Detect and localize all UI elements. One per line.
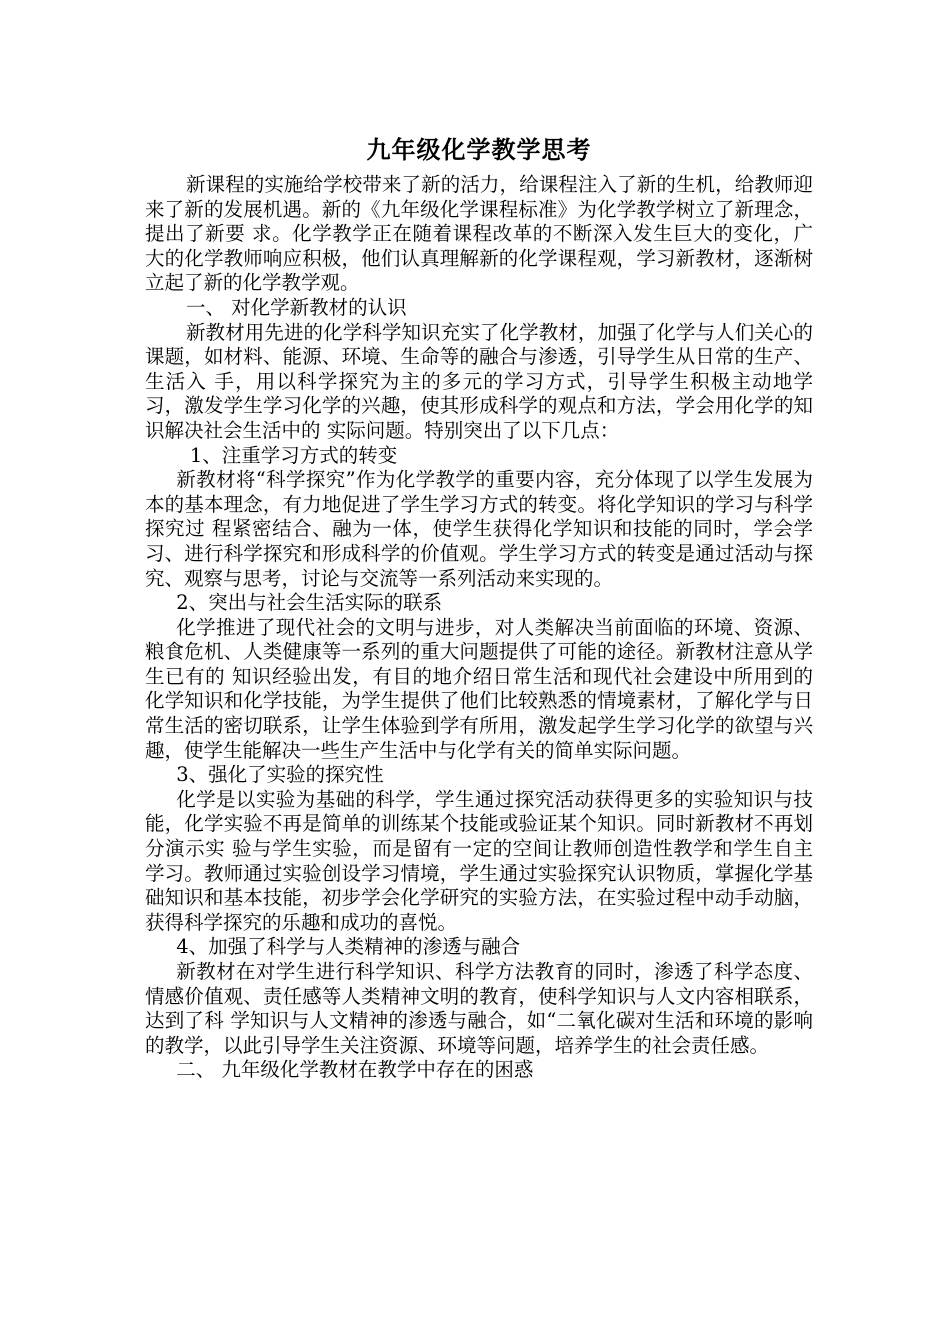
point-3-paragraph: 化学是以实验为基础的科学，学生通过探究活动获得更多的实验知识与技能，化学实验不再是简单的训练某个技能或验证某个知识。同时新教材不再划分演示实 验与学生实验，而是留有一定的空间让教师创造性教学和学生自主学习。教师通过实验创设学习情境，学生通过实验探究认识物质，掌握化学基础知识和基本技能，初步学会化学研究的实验方法，在实验过程中动手动脑，获得科学探究的乐趣和成功的喜悦。	[145, 787, 813, 934]
section-1-heading: 一、 对化学新教材的认识	[185, 295, 407, 319]
document-title: 九年级化学教学思考	[366, 135, 592, 164]
point-3-heading: 3、强化了实验的探究性	[176, 763, 384, 787]
point-4-heading: 4、加强了科学与人类精神的渗透与融合	[176, 935, 521, 959]
document-page	[145, 133, 813, 1083]
point-1-paragraph: 新教材将“科学探究”作为化学教学的重要内容，充分体现了以学生发展为本的基本理念，有力地促进了学生学习方式的转变。将化学知识的学习与科学探究过 程紧密结合、融为一体，使学生获得化学知识和技能的同时，学会学习、进行科学探究和形成科学的价值观。学生学习方式的转变是通过活动与探究、观察与思考，讨论与交流等一系列活动来实现的。	[145, 468, 813, 590]
point-2-paragraph: 化学推进了现代社会的文明与进步，对人类解决当前面临的环境、资源、粮食危机、人类健康等一系列的重大问题提供了可能的途径。新教材注意从学生已有的 知识经验出发，有目的地介绍日常生活和现代社会建设中所用到的化学知识和化学技能，为学生提供了他们比较熟悉的情境素材，了解化学与日常生活的密切联系，让学生体验到学有所用，激发起学生学习化学的欲望与兴趣，使学生能解决一些生产生活中与化学有关的简单实际问题。	[145, 615, 813, 762]
point-2-heading: 2、突出与社会生活实际的联系	[176, 591, 443, 615]
point-4-paragraph: 新教材在对学生进行科学知识、科学方法教育的同时，渗透了科学态度、情感价值观、责任感等人类精神文明的教育，使科学知识与人文内容相联系，达到了科 学知识与人文精神的渗透与融合，如“二氧化碳对生活和环境的影响的教学，以此引导学生关注资源、环境等问题，培养学生的社会责任感。	[145, 960, 813, 1057]
section-1-paragraph: 新教材用先进的化学科学知识充实了化学教材，加强了化学与人们关心的课题，如材料、能源、环境、生命等的融合与渗透，引导学生从日常的生产、生活入 手，用以科学探究为主的多元的学习方式，引导学生积极主动地学习，激发学生学习化学的兴趣，使其形成科学的观点和方法，学会用化学的知识解决社会生活中的 实际问题。特别突出了以下几点：	[145, 320, 813, 442]
intro-paragraph: 新课程的实施给学校带来了新的活力，给课程注入了新的生机，给教师迎来了新的发展机遇。新的《九年级化学课程标准》为化学教学树立了新理念，提出了新要 求。化学教学正在随着课程改革的不断深入发生巨大的变化，广大的化学教师响应积极，他们认真理解新的化学课程观，学习新教材，逐渐树立起了新的化学教学观。	[145, 173, 813, 295]
point-1-heading: 1、注重学习方式的转变	[189, 443, 398, 467]
section-2-heading: 二、 九年级化学教材在教学中存在的困惑	[176, 1058, 534, 1082]
